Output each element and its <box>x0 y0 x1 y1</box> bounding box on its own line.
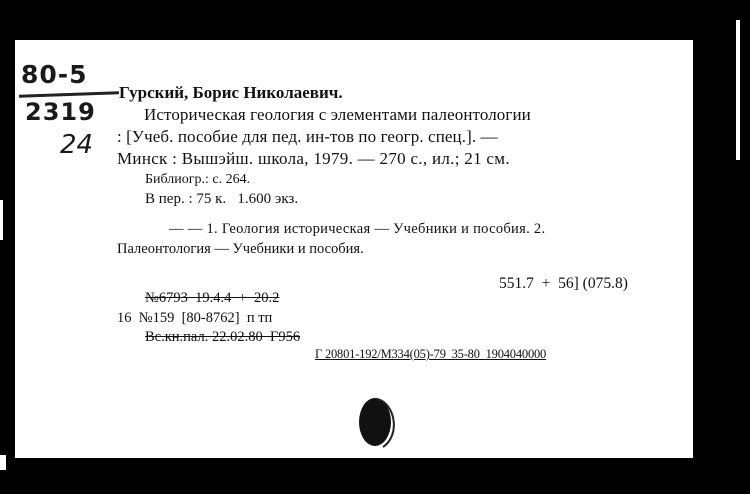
title-line-2: : [Учеб. пособие для пед. ин-тов по геогр. спец.]. — <box>117 127 498 146</box>
call-number-middle: 2319 <box>25 98 96 126</box>
record-line-1: №6793 19.4.4 + 20.2 <box>145 290 280 306</box>
imprint-code-line: Г 20801-192/М334(05)-79 35-80 1904040000 <box>315 347 547 361</box>
record-line-2: 16 №159 [80-8762] п тп <box>117 310 273 326</box>
title-line-3: Минск : Вышэйш. школа, 1979. — 270 с., ил.; 21 см. <box>117 149 510 168</box>
subjects-line-2: Палеонтология — Учебники и пособия. <box>117 241 364 257</box>
right-scan-edge <box>736 20 740 160</box>
record-line-3: Вс.кн.пал. 22.02.80 Г956 <box>145 329 301 345</box>
call-number-bottom: 24 <box>60 130 94 160</box>
call-number-divider <box>19 91 119 97</box>
ink-smudge <box>355 395 399 449</box>
bibliography-note: Библиогр.: с. 264. <box>145 172 251 187</box>
call-number-top: 80-5 <box>21 60 88 89</box>
author-heading: Гурский, Борис Николаевич. <box>119 83 343 102</box>
subjects-line-1: — — 1. Геология историческая — Учебники и пособия. 2. <box>169 221 546 237</box>
title-line-1: Историческая геология с элементами палеонтологии <box>144 105 531 124</box>
price-line: В пер. : 75 к. 1.600 экз. <box>145 191 299 207</box>
classification-number: 551.7 + 56] (075.8) <box>499 275 628 292</box>
left-scan-edge-2 <box>0 455 6 470</box>
left-scan-edge <box>0 200 3 240</box>
catalog-card <box>15 40 693 458</box>
